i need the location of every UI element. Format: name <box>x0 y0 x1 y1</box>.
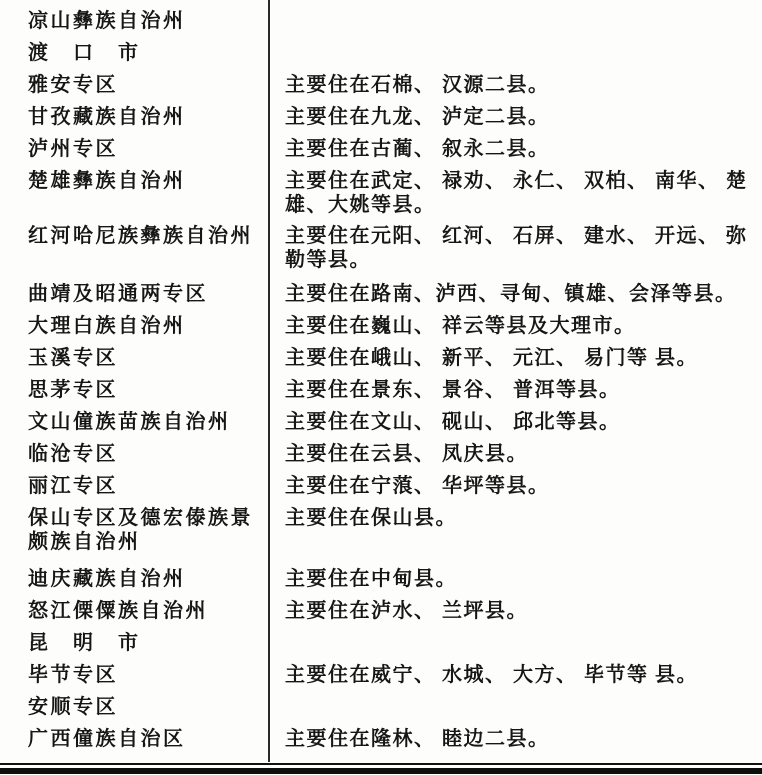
table-row <box>0 100 762 132</box>
region-name: 楚雄彝族自治州 <box>28 170 186 192</box>
table-row <box>0 405 762 437</box>
region-name: 大理白族自治州 <box>28 315 186 337</box>
region-name: 红河哈尼族彝族自治州 <box>28 225 253 247</box>
region-name: 渡 口 市 <box>28 42 141 64</box>
residence-detail: 主要住在元阳、 红河、 石屏、 建水、 开远、 弥勒等县。 <box>285 225 748 271</box>
region-name: 昆 明 市 <box>28 632 141 654</box>
residence-detail: 主要住在路南、泸西、寻甸、镇雄、会泽等县。 <box>285 283 737 305</box>
table-bottom-rule-thick <box>0 768 762 774</box>
column-divider-rule <box>268 0 270 762</box>
region-name: 怒江傈僳族自治州 <box>28 600 208 622</box>
residence-detail: 主要住在古蔺、 叙永二县。 <box>285 138 550 160</box>
table-bottom-rule-thin <box>0 763 762 765</box>
table-row <box>0 690 762 722</box>
region-name: 甘孜藏族自治州 <box>28 106 186 128</box>
region-name: 安顺专区 <box>28 696 118 718</box>
table-row <box>0 722 762 754</box>
region-name: 凉山彝族自治州 <box>28 10 186 32</box>
table-row <box>0 658 762 690</box>
region-name: 文山僮族苗族自治州 <box>28 411 231 433</box>
table-row <box>0 277 762 309</box>
residence-detail: 主要住在宁蒗、 华坪等县。 <box>285 475 550 497</box>
residence-detail: 主要住在保山县。 <box>285 507 457 529</box>
residence-detail: 主要住在武定、 禄劝、 永仁、 双柏、 南华、 楚雄、大姚等县。 <box>285 170 748 216</box>
residence-detail: 主要住在隆林、 睦边二县。 <box>285 728 550 750</box>
table-row <box>0 341 762 373</box>
residence-detail: 主要住在云县、 凤庆县。 <box>285 443 528 465</box>
table-row <box>0 373 762 405</box>
residence-detail: 主要住在巍山、 祥云等县及大理市。 <box>285 315 636 337</box>
table-row <box>0 594 762 626</box>
region-name: 广西僮族自治区 <box>28 728 186 750</box>
table-row <box>0 626 762 658</box>
table-row <box>0 132 762 164</box>
residence-detail: 主要住在石棉、 汉源二县。 <box>285 74 550 96</box>
region-name: 毕节专区 <box>28 664 118 686</box>
table-row <box>0 562 762 594</box>
region-name: 曲靖及昭通两专区 <box>28 283 208 305</box>
region-name: 思茅专区 <box>28 379 118 401</box>
table-row <box>0 219 762 277</box>
table-row <box>0 309 762 341</box>
region-name: 丽江专区 <box>28 475 118 497</box>
residence-detail: 主要住在峨山、 新平、 元江、 易门等 县。 <box>285 347 698 369</box>
table-row <box>0 164 762 219</box>
residence-detail: 主要住在文山、 砚山、 邱北等县。 <box>285 411 621 433</box>
region-name: 迪庆藏族自治州 <box>28 568 186 590</box>
table-row <box>0 4 762 36</box>
table-row <box>0 469 762 501</box>
residence-detail: 主要住在九龙、 泸定二县。 <box>285 106 550 128</box>
table-row <box>0 437 762 469</box>
region-name: 泸州专区 <box>28 138 118 160</box>
residence-detail: 主要住在威宁、 水城、 大方、 毕节等 县。 <box>285 664 698 686</box>
region-name: 玉溪专区 <box>28 347 118 369</box>
table-row <box>0 501 762 562</box>
region-residence-table <box>0 4 762 754</box>
table-row <box>0 36 762 68</box>
residence-detail: 主要住在泸水、 兰坪县。 <box>285 600 528 622</box>
region-name: 保山专区及德宏傣族景颇族自治州 <box>28 507 253 553</box>
region-name: 临沧专区 <box>28 443 118 465</box>
table-row <box>0 68 762 100</box>
residence-detail: 主要住在景东、 景谷、 普洱等县。 <box>285 379 621 401</box>
region-name: 雅安专区 <box>28 74 118 96</box>
residence-detail: 主要住在中甸县。 <box>285 568 457 590</box>
